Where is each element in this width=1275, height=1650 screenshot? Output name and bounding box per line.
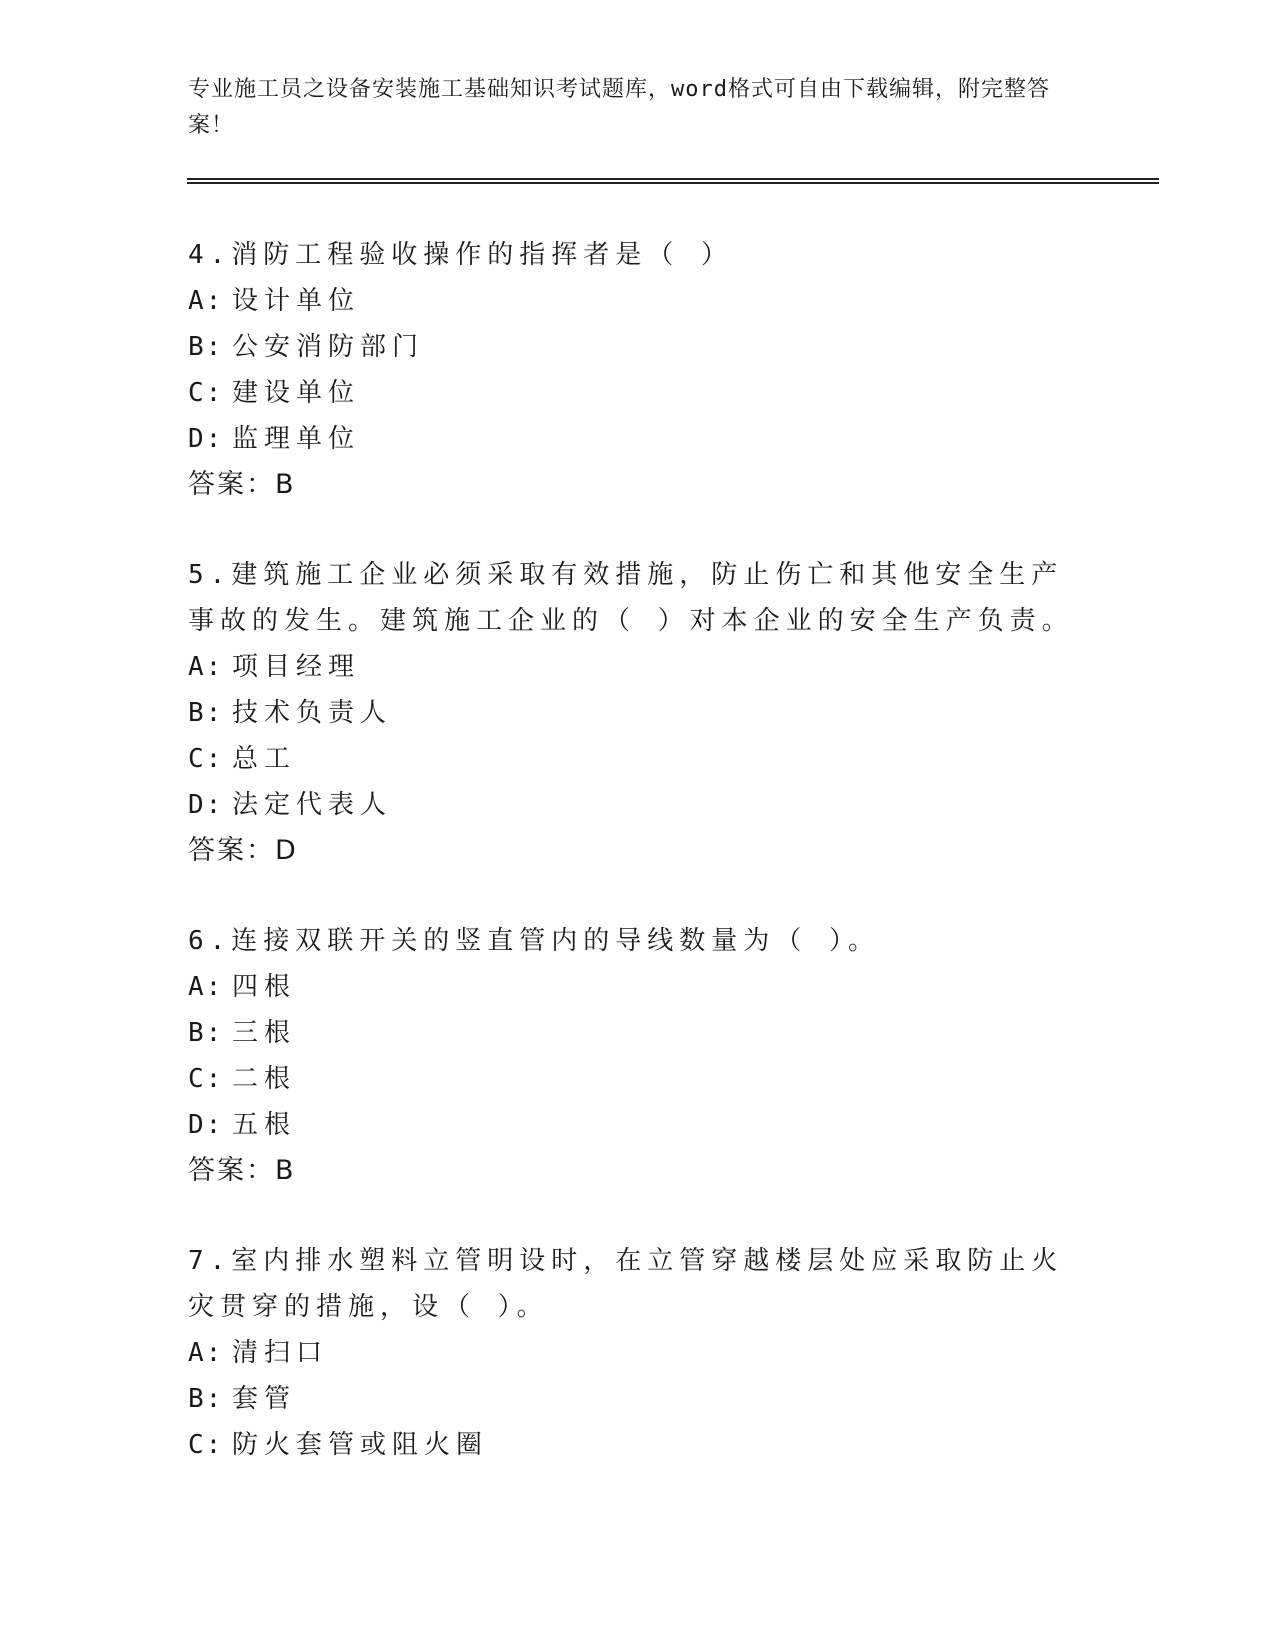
answer-line: 答案：B: [188, 1155, 296, 1186]
document-title: 专业施工员之设备安装施工基础知识考试题库，word格式可自由下载编辑，附完整答案！: [188, 77, 1050, 138]
question-7: [188, 1238, 1088, 1468]
option-text: 套管: [232, 1384, 297, 1414]
option-text: 法定代表人: [232, 790, 393, 820]
option-key: B:: [188, 698, 224, 728]
question-stem: 7.室内排水塑料立管明设时，在立管穿越楼层处应采取防止火灾贯穿的措施，设（ ）。: [188, 1246, 1064, 1322]
option-text: 清扫口: [232, 1338, 329, 1368]
question-stem: 5.建筑施工企业必须采取有效措施，防止伤亡和其他安全生产事故的发生。建筑施工企业的（ ）对本企业的安全生产负责。: [188, 560, 1074, 636]
option-text: 三根: [232, 1018, 297, 1048]
option-b: [188, 324, 1088, 370]
question-5: [188, 552, 1088, 874]
option-key: A:: [188, 286, 224, 316]
question-stem: 6.连接双联开关的竖直管内的导线数量为（ ）。: [188, 926, 880, 956]
question-4: [188, 232, 1088, 508]
option-c: [188, 1422, 1088, 1468]
option-b: [188, 1376, 1088, 1422]
option-a: [188, 278, 1088, 324]
option-text: 技术负责人: [232, 698, 393, 728]
option-key: B:: [188, 1018, 224, 1048]
option-c: [188, 736, 1088, 782]
option-key: B:: [188, 332, 224, 362]
option-d: [188, 782, 1088, 828]
option-c: [188, 1056, 1088, 1102]
option-key: C:: [188, 1064, 224, 1094]
option-text: 总工: [232, 744, 297, 774]
option-key: A:: [188, 1338, 224, 1368]
question-stem: 4.消防工程验收操作的指挥者是（ ）: [188, 240, 733, 270]
option-key: A:: [188, 652, 224, 682]
option-a: [188, 964, 1088, 1010]
option-key: D:: [188, 1110, 224, 1140]
option-b: [188, 690, 1088, 736]
option-key: C:: [188, 378, 224, 408]
option-key: B:: [188, 1384, 224, 1414]
option-b: [188, 1010, 1088, 1056]
option-text: 防火套管或阻火圈: [232, 1430, 489, 1460]
option-c: [188, 370, 1088, 416]
document-header: [188, 72, 1068, 144]
answer-line: 答案：B: [188, 469, 296, 500]
option-d: [188, 416, 1088, 462]
option-key: A:: [188, 972, 224, 1002]
option-key: C:: [188, 744, 224, 774]
answer-line: 答案：D: [188, 835, 298, 866]
option-text: 建设单位: [232, 378, 361, 408]
option-key: D:: [188, 424, 224, 454]
option-key: C:: [188, 1430, 224, 1460]
option-text: 监理单位: [232, 424, 361, 454]
option-text: 项目经理: [232, 652, 361, 682]
option-key: D:: [188, 790, 224, 820]
question-6: [188, 918, 1088, 1194]
header-double-rule: [187, 178, 1159, 184]
option-text: 四根: [232, 972, 297, 1002]
question-list: [188, 232, 1088, 1512]
option-a: [188, 1330, 1088, 1376]
option-d: [188, 1102, 1088, 1148]
option-text: 设计单位: [232, 286, 361, 316]
option-text: 五根: [232, 1110, 297, 1140]
option-text: 公安消防部门: [232, 332, 425, 362]
option-a: [188, 644, 1088, 690]
option-text: 二根: [232, 1064, 297, 1094]
